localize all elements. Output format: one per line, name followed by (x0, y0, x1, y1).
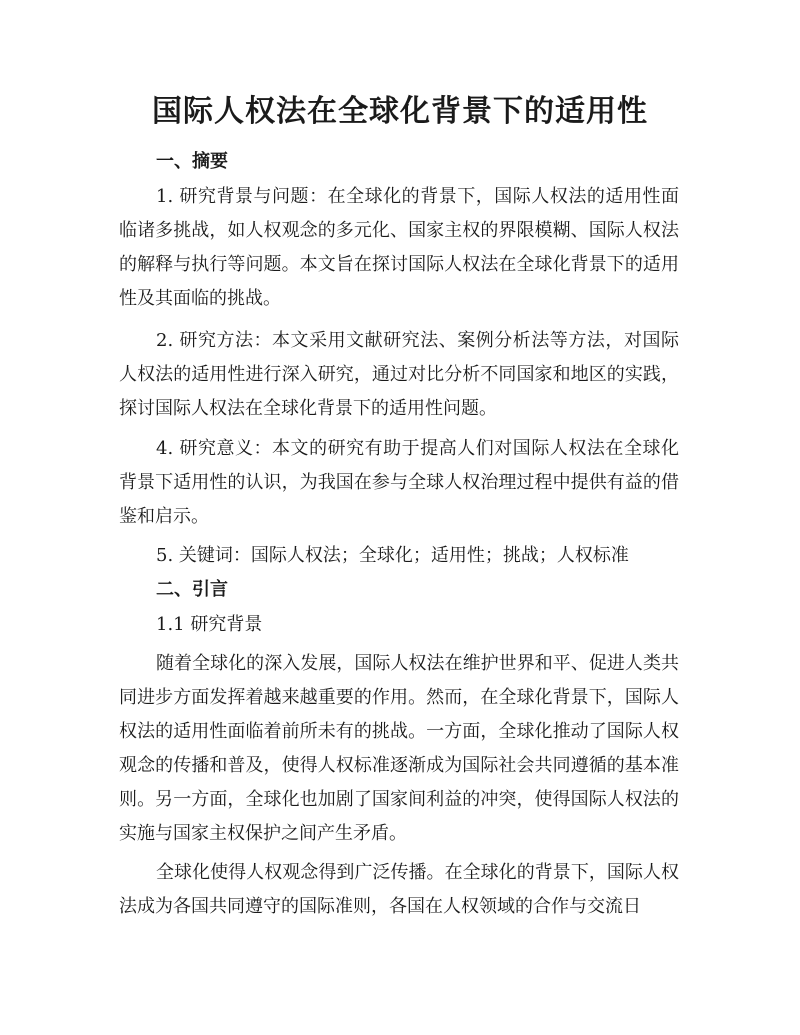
section-heading-abstract: 一、摘要 (156, 151, 228, 172)
abstract-item-significance: 4. 研究意义：本文的研究有助于提高人们对国际人权法在全球化背景下适用性的认识，为我国在参与全球人权治理过程中提供有益的借鉴和启示。 (119, 438, 679, 527)
body-paragraph: 全球化使得人权观念得到广泛传播。在全球化的背景下，国际人权法成为各国共同遵守的国际准则，各国在人权领域的合作与交流日 (119, 862, 679, 917)
abstract-item-keywords: 5. 关键词：国际人权法；全球化；适用性；挑战；人权标准 (156, 545, 629, 566)
abstract-item-background: 1. 研究背景与问题：在全球化的背景下，国际人权法的适用性面临诸多挑战，如人权观念的多元化、国家主权的界限模糊、国际人权法的解释与执行等问题。本文旨在探讨国际人权法在全球化背景下的适用性及其面临的挑战。 (119, 186, 679, 309)
subsection-heading-background: 1.1 研究背景 (156, 614, 263, 635)
document-title: 国际人权法在全球化背景下的适用性 (152, 94, 648, 129)
body-paragraph: 随着全球化的深入发展，国际人权法在维护世界和平、促进人类共同进步方面发挥着越来越重要的作用。然而，在全球化背景下，国际人权法的适用性面临着前所未有的挑战。一方面，全球化推动了国际人权观念的传播和普及，使得人权标准逐渐成为国际社会共同遵循的基本准则。另一方面，全球化也加剧了国家间利益的冲突，使得国际人权法的实施与国家主权保护之间产生矛盾。 (119, 653, 679, 844)
abstract-item-methods: 2. 研究方法：本文采用文献研究法、案例分析法等方法，对国际人权法的适用性进行深入研究，通过对比分析不同国家和地区的实践，探讨国际人权法在全球化背景下的适用性问题。 (119, 330, 679, 419)
section-heading-introduction: 二、引言 (156, 579, 228, 600)
